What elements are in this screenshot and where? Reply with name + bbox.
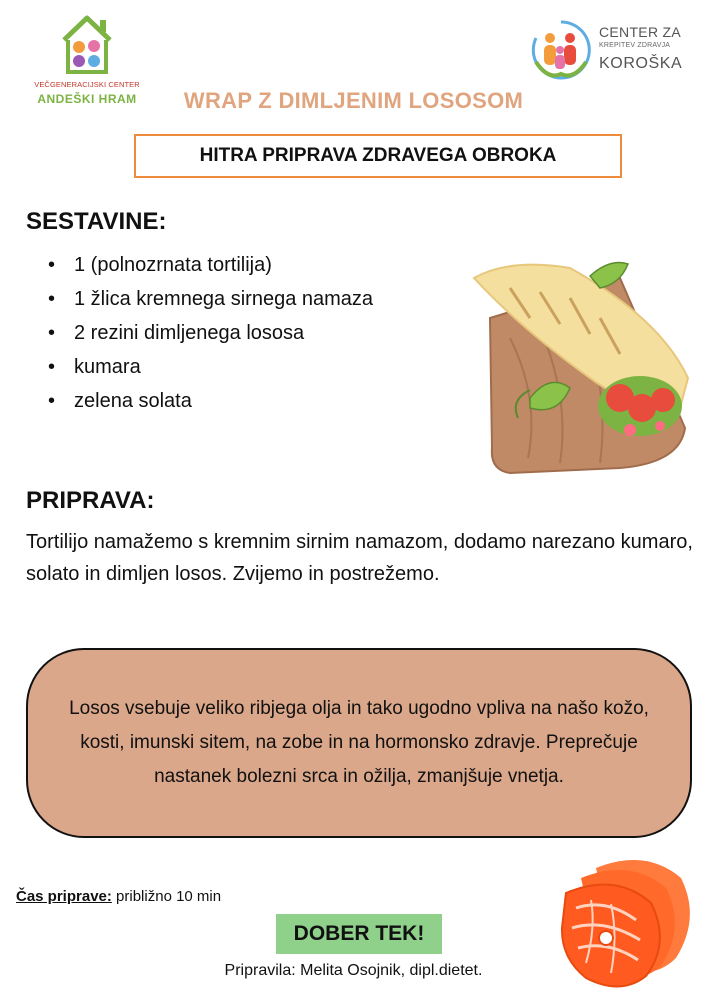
page-title: WRAP Z DIMLJENIM LOSOSOM	[183, 88, 524, 113]
info-text: Losos vsebuje veliko ribjega olja in tako ugodno vpliva na našo kožo, kosti, imunski sitem, na zobe in na hormonsko zdravje. Preprečuje nastanek bolezni srca in ožilja, zmanjšuje vnetja.	[69, 698, 649, 787]
ingredients-list	[46, 250, 373, 420]
greeting-badge	[276, 914, 442, 954]
prep-time-label: Čas priprave:	[16, 888, 112, 905]
logo-left-line2: ANDEŠKI HRAM	[37, 92, 137, 106]
greeting-text: DOBER TEK!	[293, 922, 425, 945]
salmon-illustration	[556, 848, 696, 993]
preparation-text: Tortilijo namažemo s kremnim sirnim namazom, dodamo narezano kumaro, solato in dimljen losos. Zvijemo in postrežemo.	[26, 531, 693, 585]
ingredient-item: • 1 žlica kremnega sirnega namaza	[46, 284, 373, 318]
preparation-heading: PRIPRAVA:	[26, 487, 155, 514]
wrap-illustration	[470, 258, 695, 483]
info-box	[26, 648, 692, 838]
logo-left-line1: VEČGENERACIJSKI CENTER	[34, 80, 140, 89]
author-credit: Pripravila: Melita Osojnik, dipl.dietet.	[224, 962, 483, 979]
house-logo-icon	[58, 14, 116, 76]
prep-time-value: približno 10 min	[116, 888, 222, 905]
ingredient-item: • zelena solata	[46, 386, 373, 420]
logo-right-line2: KREPITEV ZDRAVJA	[599, 42, 671, 49]
ingredient-item: • kumara	[46, 352, 373, 386]
subtitle-box	[134, 134, 622, 178]
subtitle-text: HITRA PRIPRAVA ZDRAVEGA OBROKA	[199, 145, 557, 166]
ingredient-item: • 2 rezini dimljenega lososa	[46, 318, 373, 352]
ingredients-heading: SESTAVINE:	[26, 208, 167, 235]
ingredient-item: • 1 (polnozrnata tortilija)	[46, 250, 373, 284]
family-logo-icon	[528, 18, 594, 82]
logo-center-za-krepitev-zdravja	[528, 18, 698, 82]
logo-right-line1: CENTER ZA	[599, 24, 682, 40]
salmon-steak-icon	[556, 848, 696, 993]
wrap-on-board-icon	[470, 258, 695, 483]
prep-time	[16, 888, 221, 905]
logo-right-line3: KOROŠKA	[599, 55, 683, 72]
